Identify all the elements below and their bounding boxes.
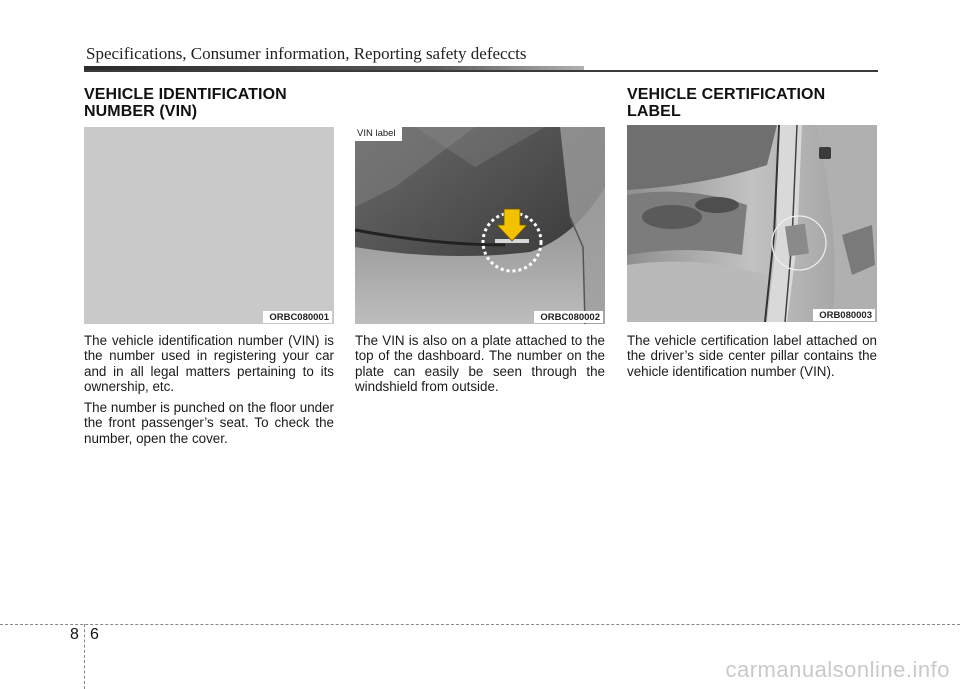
paragraph: The vehicle certification label attached on the driver’s side center pillar contains the vehicle identification number (VIN). xyxy=(627,333,877,379)
figure-vin-dashboard xyxy=(355,127,605,324)
dashboard-illustration xyxy=(355,127,605,324)
section-title-vin xyxy=(84,86,334,120)
chapter-number: 8 xyxy=(70,626,79,643)
figure-code: ORBC080002 xyxy=(534,311,603,323)
section-title-vin-line2: NUMBER (VIN) xyxy=(84,103,198,120)
page-header-title: Specifications, Consumer information, Reporting safety defeccts xyxy=(86,44,527,63)
paragraph: The vehicle identification number (VIN) is the number used in registering your car and in all legal matters pertaining to its ownership, etc. xyxy=(84,333,334,394)
section-title-cert-line2: LABEL xyxy=(627,103,681,120)
text-column-1 xyxy=(84,333,334,452)
paragraph: The VIN is also on a plate attached to the top of the dashboard. The number on the plate can easily be seen through the windshield from outside. xyxy=(355,333,605,394)
text-column-3 xyxy=(627,333,877,385)
watermark: carmanualsonline.info xyxy=(725,657,950,682)
header-rule xyxy=(84,66,878,72)
paragraph: The number is punched on the floor under the front passenger’s seat. To check the number, open the cover. xyxy=(84,400,334,446)
text-column-2 xyxy=(355,333,605,400)
figure-code: ORB080003 xyxy=(813,309,875,321)
footer-rule xyxy=(0,624,960,625)
section-title-vin-line1: VEHICLE IDENTIFICATION xyxy=(84,86,287,103)
section-title-cert-line1: VEHICLE CERTIFICATION xyxy=(627,86,826,103)
section-title-cert xyxy=(627,86,877,120)
figure-cert-pillar xyxy=(627,125,877,322)
figure-label: VIN label xyxy=(355,127,402,141)
pillar-illustration xyxy=(627,125,877,322)
footer-divider xyxy=(84,624,85,689)
figure-code: ORBC080001 xyxy=(263,311,332,323)
figure-vin-floor xyxy=(84,127,334,324)
page-number: 6 xyxy=(90,626,99,643)
